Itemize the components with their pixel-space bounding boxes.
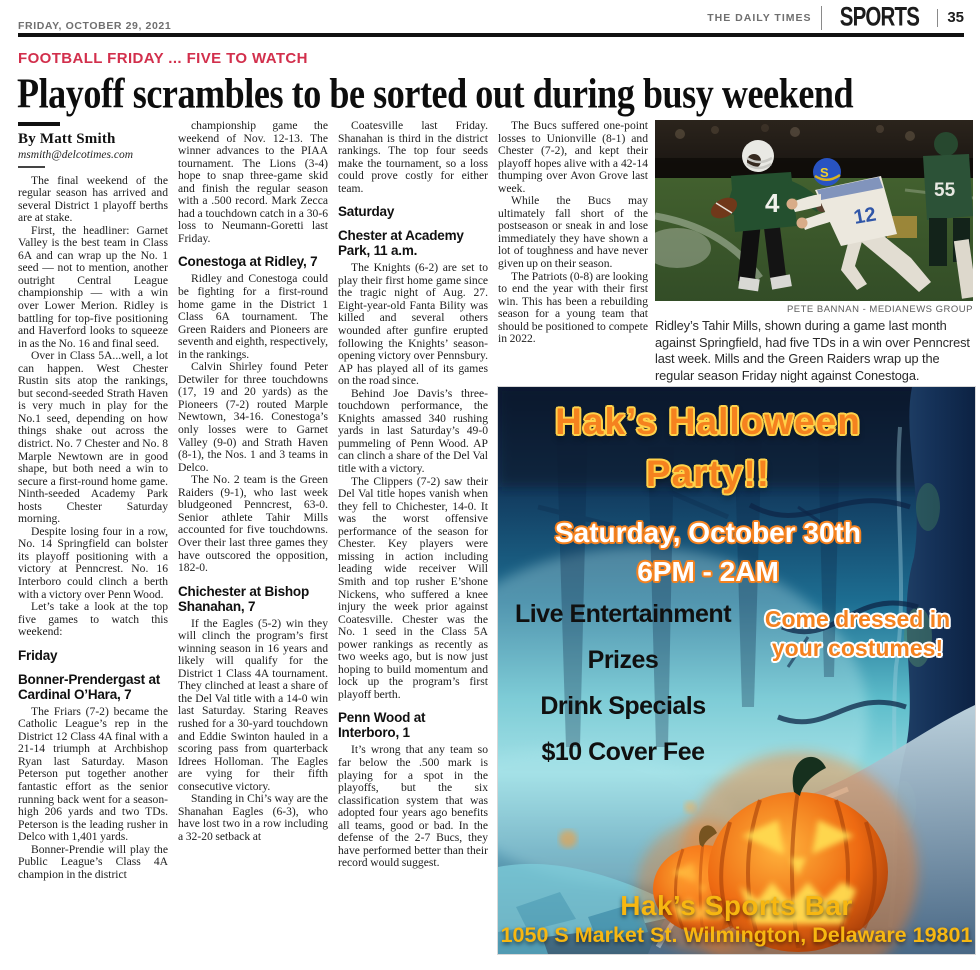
article-subhead: Chichester at Bishop Shanahan, 7 [178, 583, 310, 614]
page-number: 35 [947, 9, 964, 26]
article-subhead: Saturday [338, 204, 395, 220]
column-text [18, 175, 168, 882]
svg-text:12: 12 [852, 203, 878, 229]
article-paragraph: Standing in Chi’s way are the Shanahan Eagles (6-3), who have lost two in a row including a 32-20 setback at [178, 792, 328, 843]
ad-title-line1: Hak’s Halloween [555, 401, 861, 442]
article-paragraph: Calvin Shirley found Peter Detwiler for three touchdowns (17, 19 and 20 yards) as the Pioneers (7-2) routed Marple Newtown, 34-16. Conestoga’s only losses were to Garnet Valley (9-0) and Strath Haven (8-1), the Nos. 1 and 3 teams in Delco. [178, 360, 328, 474]
publication-date: FRIDAY, OCTOBER 29, 2021 [18, 20, 172, 32]
article-paragraph: Bonner-Prendie will play the Public League’s Class 4A champion in the district [18, 842, 168, 881]
article-paragraph: Over in Class 5A...well, a lot can happen. West Chester Rustin sits atop the rankings, but second-seeded Strath Haven is very much in play for the No.1 seed, depending on how things shake out across the district. No. 7 Chester and No. 8 Marple Newtown are in good shape, but both need a win to secure a first-round home game. Ninth-seeded Academy Park hosts Chester Saturday morning. [18, 349, 168, 526]
ad-feature-item: Live Entertainment [514, 600, 732, 628]
distant-glow [559, 830, 577, 848]
top-rule [18, 33, 964, 37]
column-text [498, 120, 648, 346]
article-paragraph: Ridley and Conestoga could be fighting for a first-round home game in the District 1 Class 6A tournament. The Green Raiders and Pioneers are seventh and eighth, respectively, in the rankings. [178, 272, 328, 361]
article-paragraph: The No. 2 team is the Green Raiders (9-1), who last week bludgeoned Penncrest, 63-0. Senior athlete Tahir Mills accounted for five touchdowns. Over their last three games they have outscored the opposition, 182-0. [178, 473, 328, 575]
photo-block [655, 120, 973, 384]
ad-feature-item: Drink Specials [540, 692, 706, 720]
article-column-4 [498, 120, 648, 382]
article-paragraph: championship game the weekend of Nov. 12-13. The winner advances to the PIAA tournament. The Lions (3-4) hope to snap three-game skid and finish the regular season with a .500 record. Mark Zecca had a touchdown catch in a 30-6 loss to Neumann-Goretti last Friday. [178, 120, 328, 245]
distant-glow [684, 801, 696, 813]
photo-credit: PETE BANNAN - MEDIANEWS GROUP [786, 304, 973, 315]
article-paragraph: The final weekend of the regular season has arrived and several District 1 playoff berths are at stake. [18, 173, 168, 225]
kicker: FOOTBALL FRIDAY ... FIVE TO WATCH [18, 50, 308, 67]
article-paragraph: Coatesville last Friday. Shanahan is third in the district rankings. The top four seeds make the tournament, so a loss could prove costly for either team. [338, 120, 488, 195]
article-paragraph: The Bucs suffered one-point losses to Unionville (8-1) and Chester (7-2), and kept their playoff hopes alive with a 42-14 thumping over Avon Grove last week. [498, 120, 648, 195]
article-paragraph: If the Eagles (5-2) win they will clinch the program’s first winning season in 16 years and likely will qualify for the District 1 Class 4A tournament. They clinched at least a share of the Del Val title with a 14-0 win last Saturday. Staring Reaves rushed for a 30-yard touchdown and Eddie Swinton hauled in a scoring pass from quarterback Idrees Holloman. The Eagles are vying for their fifth consecutive victory. [178, 616, 328, 793]
article-paragraph: The Clippers (7-2) saw their Del Val title hopes vanish when they fell to Chichester, 14-0. It was the worst offensive performance of the season for Chester. Key players were missing in action including leading wide receiver Will Smith and top rusher E’shone Nickens, who suffered a knee injury the week prior against Coatesville. Chester was the No. 1 seed in the Class 5A power rankings as recently as two weeks ago, but is now just hoping to build momentum and lock up the program’s first playoff berth. [338, 474, 488, 701]
masthead-bar [18, 1, 964, 33]
ad-title-line2: Party!! [645, 453, 771, 494]
article-subhead: Penn Wood at Interboro, 1 [338, 710, 426, 741]
article-paragraph: The Friars (7-2) became the Catholic League’s rep in the District 12 Class 4A final with a 21-14 triumph at Archbishop Ryan last Saturday. Mason Peterson put together another fantastic effort as the senior running back went for a season-high 206 yards and two TDs. Peterson is the leading rusher in Delco with 1,401 yards. [18, 704, 168, 844]
article-paragraph: Let’s take a look at the top five games to watch this weekend: [18, 600, 168, 639]
masthead-right [707, 3, 964, 32]
article-paragraph: Behind Joe Davis’s three-touchdown performance, the Knights amassed 340 rushing yards in last Saturday’s 49-0 pummeling of Penn Wood. AP can clinch a share of the Del Val title with a victory. [338, 386, 488, 476]
halloween-party-ad [498, 387, 975, 954]
article-paragraph: It’s wrong that any team so far below the .500 mark is playing for a spot in the playoffs, but the six classification system that was adopted four years ago benefits all teams, good or bad. In the defense of the 2-7 Bucs, they have performed better than their record would suggest. [338, 743, 488, 870]
article-subhead: Conestoga at Ridley, 7 [178, 254, 318, 270]
page-title: Playoff scrambles to be sorted out during busy weekend [17, 69, 854, 117]
article-column-1 [18, 120, 168, 958]
paper-name: THE DAILY TIMES [707, 11, 812, 24]
photo-caption: Ridley’s Tahir Mills, shown during a game last month against Springfield, had five TDs in a win over Penncrest last week. Mills and the Green Raiders wrap up the regular season Friday night against Conestoga. [655, 318, 970, 383]
article-paragraph: First, the headliner: Garnet Valley is the best team in Class 6A and can wrap up the No. 1 seed — not to mention, another outright Central League championship — with a win over Lower Merion. Ridley is battling for top-five positioning and Haverford looks to squeeze in as the No. 16 and final seed. [18, 223, 168, 350]
article-subhead: Chester at Academy Park, 11 a.m. [338, 228, 464, 259]
svg-text:55: 55 [934, 180, 956, 201]
article-column-2 [178, 120, 328, 958]
byline-author: By Matt Smith [18, 131, 116, 147]
ad-time-line: 6PM - 2AM [637, 556, 779, 587]
article-column-3 [338, 120, 488, 958]
ad-feature-list [498, 600, 748, 784]
article-paragraph: Despite losing four in a row, No. 14 Springfield can bolster its playoff positioning with a victory at Penncrest. No. 16 Interboro could clinch a berth with a victory over Penn Wood. [18, 524, 168, 601]
column-text [178, 120, 328, 843]
ad-costume-note: Come dressed in your costumes! [764, 606, 951, 661]
ad-venue-address: 1050 S Market St. Wilmington, Delaware 19801 [500, 923, 973, 947]
svg-text:4: 4 [765, 188, 780, 218]
divider [821, 6, 823, 30]
section-name: SPORTS [839, 1, 920, 33]
ad-feature-item: Prizes [587, 646, 659, 674]
article-paragraph: The Patriots (0-8) are looking to end the year with their first win. This has been a rebuilding season for a young team that should be positioned to compete in 2022. [498, 269, 648, 346]
article-subhead: Friday [18, 647, 58, 663]
ad-date-line: Saturday, October 30th [554, 517, 861, 548]
column-text [338, 120, 488, 870]
article-paragraph: The Knights (6-2) are set to play their first home game since the tragic night of Aug. 27. Eight-year-old Fanta Bility was killed and several others wounded after gunfire erupted following the Knights’ season-opening victory over Pennsbury. AP has played all of its games on the road since. [338, 261, 488, 388]
divider [937, 9, 939, 27]
football-photo [655, 120, 973, 301]
svg-text:S: S [820, 165, 829, 180]
ad-venue-name: Hak’s Sports Bar [620, 890, 853, 921]
byline-rule [18, 166, 45, 168]
article-paragraph: While the Bucs may ultimately fall short of the postseason or sneak in and lose immediately they have shown a lot of toughness and have never given up on their season. [498, 194, 648, 271]
byline-bar [18, 122, 60, 126]
byline-email: msmith@delcotimes.com [18, 149, 134, 161]
article-subhead: Bonner-Prendergast at Cardinal O’Hara, 7 [18, 671, 161, 702]
football-photo-illustration [655, 120, 973, 301]
ad-feature-item: $10 Cover Fee [541, 738, 705, 766]
